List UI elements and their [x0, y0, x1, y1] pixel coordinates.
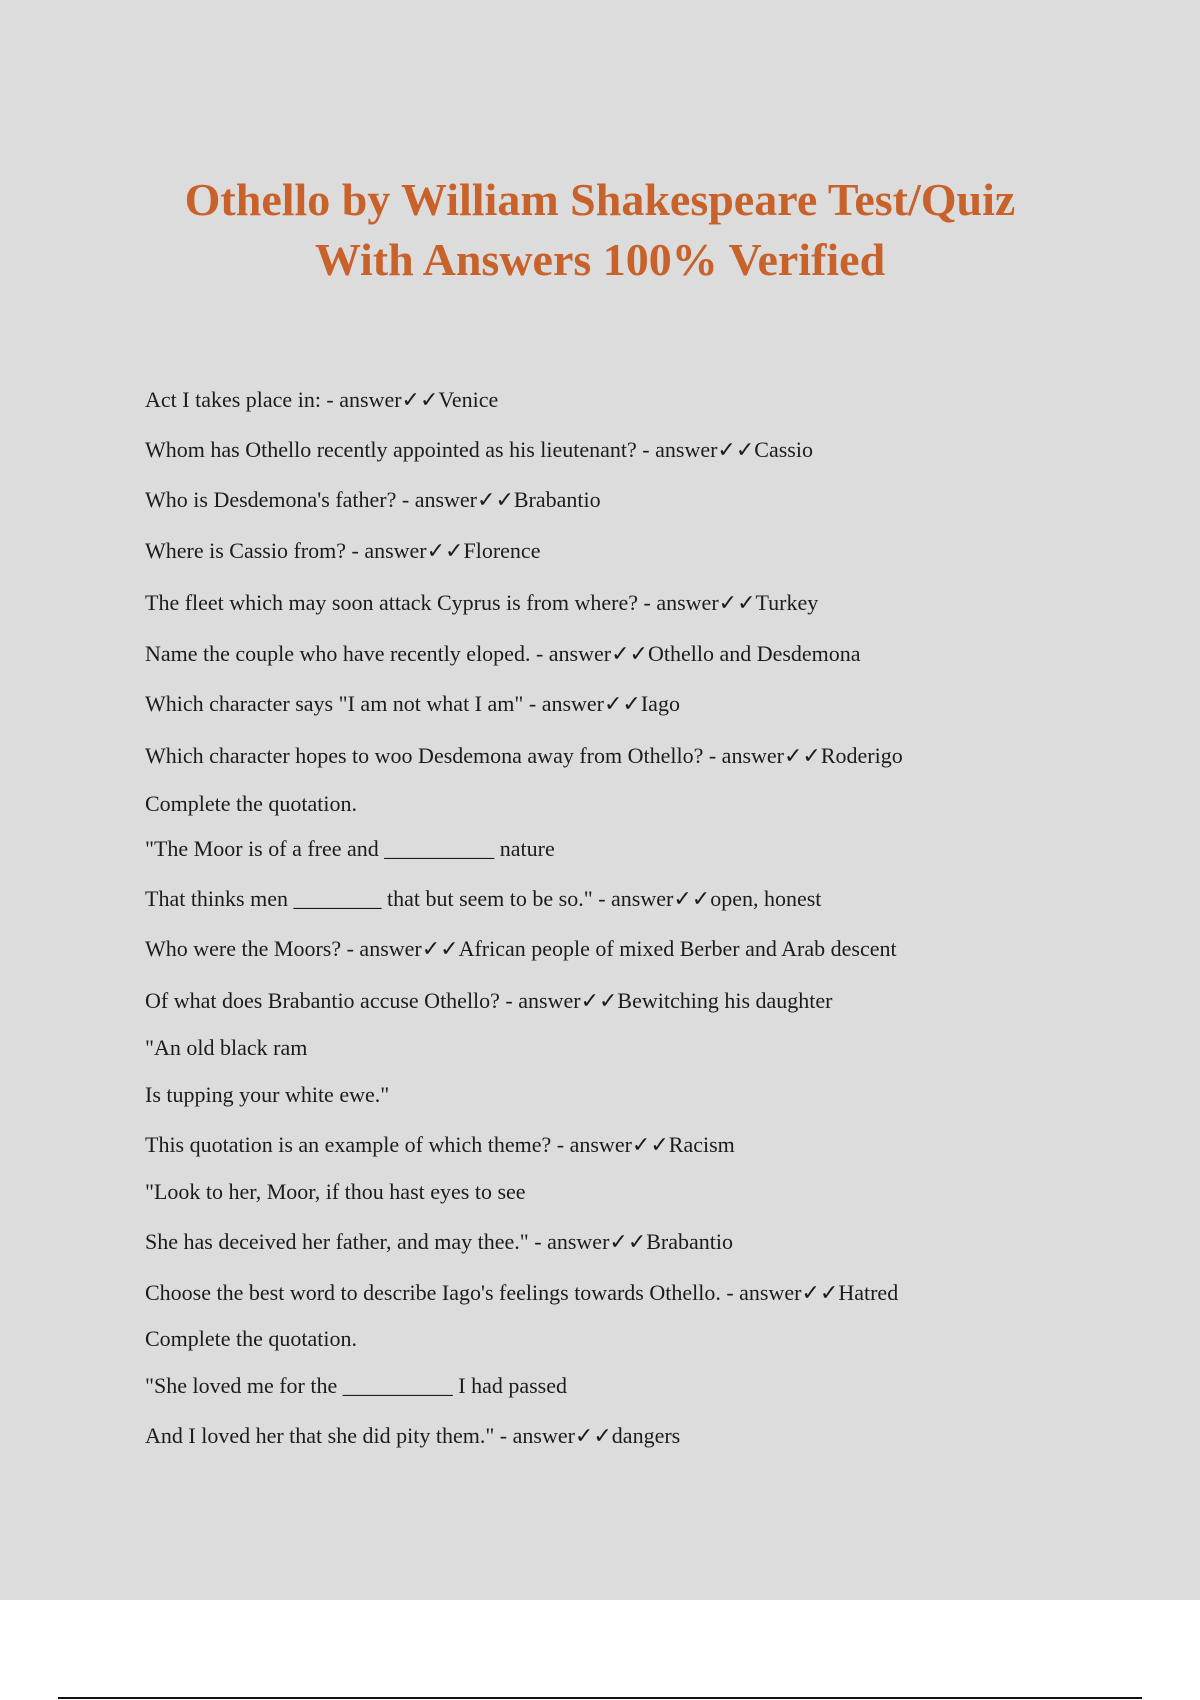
quiz-line: Act I takes place in: - answer✓✓Venice	[145, 387, 499, 412]
quiz-line: The fleet which may soon attack Cyprus is from where? - answer✓✓Turkey	[145, 590, 819, 615]
quiz-line: Complete the quotation.	[145, 1326, 358, 1351]
quiz-line: "Look to her, Moor, if thou hast eyes to see	[145, 1179, 526, 1204]
document-title	[100, 170, 1100, 290]
quiz-line: Is tupping your white ewe."	[145, 1082, 390, 1107]
quiz-line: Name the couple who have recently eloped. - answer✓✓Othello and Desdemona	[145, 641, 861, 666]
quiz-line: She has deceived her father, and may thee." - answer✓✓Brabantio	[145, 1229, 734, 1254]
quiz-line: And I loved her that she did pity them." - answer✓✓dangers	[145, 1423, 681, 1448]
quiz-line: Choose the best word to describe Iago's feelings towards Othello. - answer✓✓Hatred	[145, 1280, 899, 1305]
quiz-line: Of what does Brabantio accuse Othello? - answer✓✓Bewitching his daughter	[145, 988, 833, 1013]
quiz-line: This quotation is an example of which theme? - answer✓✓Racism	[145, 1132, 735, 1157]
quiz-line: "An old black ram	[145, 1035, 308, 1060]
quiz-line: Who were the Moors? - answer✓✓African people of mixed Berber and Arab descent	[145, 936, 897, 961]
quiz-line: Which character hopes to woo Desdemona away from Othello? - answer✓✓Roderigo	[145, 743, 903, 768]
quiz-line: Which character says "I am not what I am" - answer✓✓Iago	[145, 691, 680, 716]
page-divider	[58, 1697, 1142, 1699]
quiz-line: Complete the quotation.	[145, 791, 358, 816]
quiz-line: "She loved me for the __________ I had passed	[145, 1373, 568, 1398]
quiz-line: Whom has Othello recently appointed as his lieutenant? - answer✓✓Cassio	[145, 437, 813, 462]
quiz-line: "The Moor is of a free and __________ nature	[145, 836, 555, 861]
title-line-1: Othello by William Shakespeare Test/Quiz	[184, 174, 1016, 225]
quiz-line: That thinks men ________ that but seem to be so." - answer✓✓open, honest	[145, 886, 822, 911]
next-page-area	[0, 1600, 1200, 1700]
title-line-2: With Answers 100% Verified	[314, 234, 886, 285]
quiz-line: Who is Desdemona's father? - answer✓✓Brabantio	[145, 487, 601, 512]
quiz-line: Where is Cassio from? - answer✓✓Florence	[145, 538, 541, 563]
